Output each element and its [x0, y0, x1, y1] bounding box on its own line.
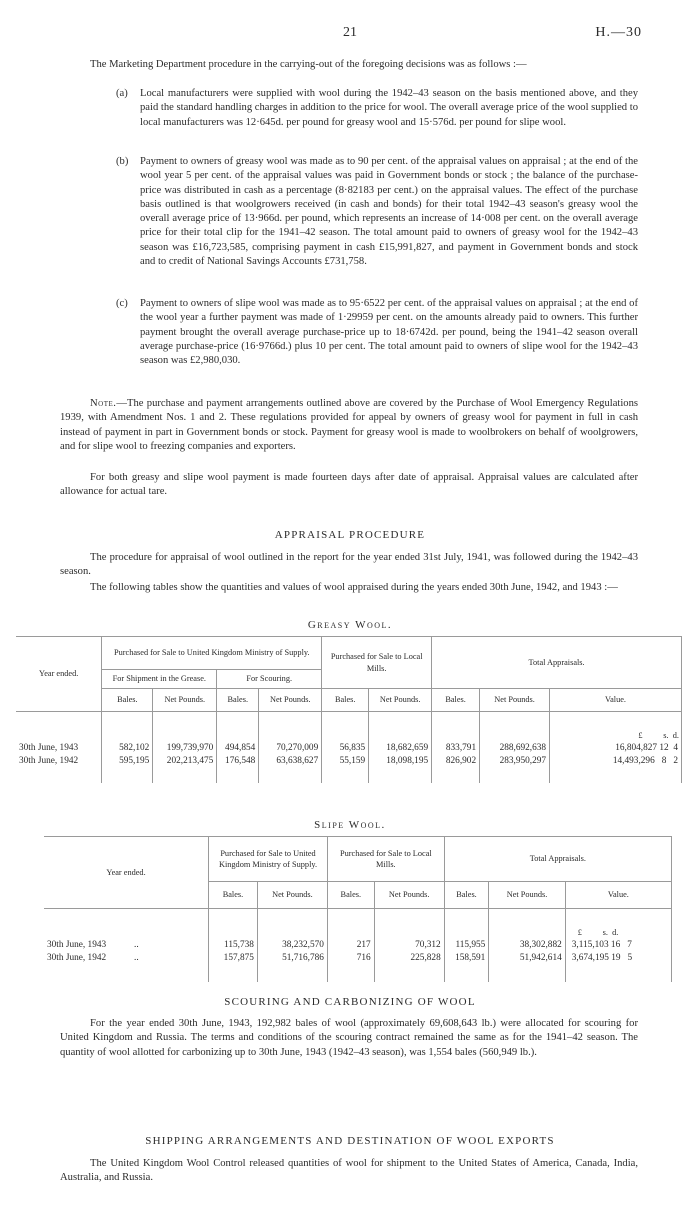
table-row [16, 755, 682, 784]
bales-header: Bales. [217, 689, 259, 712]
shipment-grease-header: For Shipment in the Grease. [102, 670, 217, 689]
shilling-sign: s. [602, 928, 608, 937]
value-shillings: 8 [661, 755, 667, 766]
cell: 826,902 [432, 755, 480, 784]
value-cell [565, 939, 671, 952]
leader-dots: .. [134, 952, 139, 963]
note-paragraph [60, 397, 638, 454]
bales-header: Bales. [444, 882, 489, 909]
list-item-label: (c) [116, 298, 128, 309]
list-item-label: (a) [116, 88, 128, 99]
cell: 199,739,970 [153, 742, 217, 755]
year-ended-header: Year ended. [44, 837, 209, 909]
net-pounds-header: Net Pounds. [153, 689, 217, 712]
total-appraisals-header: Total Appraisals. [444, 837, 671, 882]
cell: 51,942,614 [489, 952, 565, 983]
cell: 63,638,627 [259, 755, 322, 784]
net-pounds-header: Net Pounds. [374, 882, 444, 909]
leader-dots: .. [134, 940, 139, 951]
uk-ministry-header: Purchased for Sale to United Kingdom Ministry of Supply. [102, 637, 322, 670]
currency-row [44, 909, 672, 940]
scouring-header: For Scouring. [217, 670, 322, 689]
cell: 716 [327, 952, 374, 983]
cell: 18,682,659 [369, 742, 432, 755]
value-pence: 2 [673, 755, 678, 766]
uk-ministry-header: Purchased for Sale to United Kingdom Ministry of Supply. [209, 837, 328, 882]
value-pounds: 14,493,296 [612, 755, 655, 766]
bales-header: Bales. [327, 882, 374, 909]
year-cell [44, 939, 209, 952]
cell: 202,213,475 [153, 755, 217, 784]
cell: 158,591 [444, 952, 489, 983]
greasy-wool-table [16, 636, 682, 783]
page-number: 21 [343, 25, 357, 40]
net-pounds-header: Net Pounds. [480, 689, 550, 712]
cell: 115,955 [444, 939, 489, 952]
cell: 51,716,786 [257, 952, 327, 983]
cell: 225,828 [374, 952, 444, 983]
list-item-text: Local manufacturers were supplied with wool during the 1942–43 season on the basis mentioned above, and they paid the standard handling charges in addition to the price for wool. The overall average price of the wool supplied to local manufacturers was 12·645d. per pound for greasy wool and 15·576d. per pound for slipe wool. [140, 88, 638, 128]
pence-sign: d. [672, 731, 679, 740]
greasy-wool-title: Greasy Wool. [307, 619, 393, 631]
net-pounds-header: Net Pounds. [489, 882, 565, 909]
cell: 595,195 [102, 755, 153, 784]
appraisal-paragraph-2: The following tables show the quantities and values of wool appraised during the years ended 30th June, 1942, and 1943 :— [90, 582, 618, 593]
cell: 288,692,638 [480, 742, 550, 755]
value-pence: 7 [627, 940, 632, 951]
bales-header: Bales. [209, 882, 258, 909]
net-pounds-header: Net Pounds. [259, 689, 322, 712]
bales-header: Bales. [102, 689, 153, 712]
document-reference: H.—30 [595, 25, 642, 40]
shilling-sign: s. [663, 731, 669, 740]
currency-row [16, 712, 682, 743]
bales-header: Bales. [432, 689, 480, 712]
net-pounds-header: Net Pounds. [369, 689, 432, 712]
note-label: Note. [90, 398, 117, 409]
value-pence: 5 [627, 952, 633, 963]
year-ended-header: Year ended. [16, 637, 102, 712]
cell: 217 [327, 939, 374, 952]
cell: 70,270,009 [259, 742, 322, 755]
intro-paragraph: The Marketing Department procedure in the carrying-out of the foregoing decisions was as follows :— [90, 59, 527, 70]
cell: 582,102 [102, 742, 153, 755]
value-pounds: 3,115,103 [571, 940, 609, 951]
value-shillings: 12 [659, 743, 669, 754]
shipping-paragraph: The United Kingdom Wool Control released quantities of wool for shipment to the United States of America, Canada, India, Australia, and Russia. [60, 1158, 638, 1184]
value-cell [550, 755, 682, 784]
list-item-a [60, 87, 638, 130]
currency-units [550, 712, 682, 743]
list-item-b [60, 155, 638, 269]
pound-sign: £ [638, 731, 643, 740]
table-row [44, 952, 672, 983]
list-item-c [60, 297, 638, 368]
currency-units [565, 909, 671, 940]
appraisal-heading: APPRAISAL PROCEDURE [274, 529, 426, 541]
shipping-heading: SHIPPING ARRANGEMENTS AND DESTINATION OF WOOL EXPORTS [145, 1135, 555, 1147]
year-label: 30th June, 1943 [47, 940, 107, 951]
value-shillings: 16 [610, 940, 621, 951]
year-cell [44, 952, 209, 983]
list-item-text: Payment to owners of slipe wool was made as to 95·6522 per cent. of the appraisal values on appraisal ; at the end of the wool year a further payment was made of 1·29959 per cent. on the amounts already paid to owners. This further payment brought the overall average purchase-price up to 18·6742d. per pound, being the 1941–42 season overall average purchase-price (16·9766d.) plus 10 per cent. The total amount paid to owners of slipe wool for the 1942–43 season was £2,980,030. [140, 298, 638, 367]
pence-sign: d. [612, 928, 619, 937]
cell: 833,791 [432, 742, 480, 755]
value-header: Value. [565, 882, 671, 909]
value-cell [565, 952, 671, 983]
year-label: 30th June, 1942 [47, 952, 107, 963]
list-item-label: (b) [116, 156, 129, 167]
local-mills-header: Purchased for Sale to Local Mills. [322, 637, 432, 689]
value-cell [550, 742, 682, 755]
list-item-text: Payment to owners of greasy wool was made as to 90 per cent. of the appraisal values on appraisal ; at the end of the wool year 5 per cent. of the appraisal values was paid in Government bonds or stock ; the balance of the purchase-price was distributed in cash as a percentage (8·82183 per cent.) on the appraisal values. The effect of the purchase basis outlined is that woolgrowers received (in cash and bonds) for their total 1942–43 season's greasy wool the overall average price of 13·966d. per pound, which represents an increase of 14·008 per cent. on the overall average price for their total clip for the 1941–42 season. The total amount paid to owners of greasy wool for the 1942–43 season was £16,723,585, comprising payment in cash £15,991,827, and payment in Government bonds and stock and to credit of National Savings Accounts £731,758. [140, 156, 638, 268]
scouring-heading: SCOURING AND CARBONIZING OF WOOL [224, 996, 476, 1008]
table-row [16, 742, 682, 755]
cell: 283,950,297 [480, 755, 550, 784]
cell: 115,738 [209, 939, 258, 952]
value-pounds: 3,674,195 [571, 952, 609, 963]
cell: 56,835 [322, 742, 369, 755]
net-pounds-header: Net Pounds. [257, 882, 327, 909]
cell: 176,548 [217, 755, 259, 784]
value-shillings: 19 [611, 952, 621, 963]
bales-header: Bales. [322, 689, 369, 712]
cell: 157,875 [209, 952, 258, 983]
year-cell: 30th June, 1943 [16, 742, 102, 755]
appraisal-paragraph-1: The procedure for appraisal of wool outlined in the report for the year ended 31st July, 1941, was followed during the 1942–43 season. [60, 552, 638, 578]
scouring-paragraph: For the year ended 30th June, 1943, 192,982 bales of wool (approximately 69,608,643 lb.) were allocated for scouring for United Kingdom and Russia. The terms and conditions of the scouring contract remained the same as for the 1941–42 season. The quantity of wool allotted for carbonizing up to 30th June, 1943 (1942–43 season), was 1,554 bales (560,949 lb.). [60, 1018, 638, 1058]
cell: 38,302,882 [489, 939, 565, 952]
year-cell: 30th June, 1942 [16, 755, 102, 784]
cell: 494,854 [217, 742, 259, 755]
note-text: —The purchase and payment arrangements outlined above are covered by the Purchase of Wool Emergency Regulations 1939, with Amendment Nos. 1 and 2. These regulations provided for appeal by owners of greasy wool for payment in full in cash instead of payment in part in Government bonds or stock. Payment for greasy wool is made to woolbrokers on behalf of woolgrowers, and for slipe wool to freezing companies and exporters. [60, 398, 638, 452]
slipe-wool-table [44, 836, 672, 982]
value-pence: 4 [673, 743, 678, 754]
table-row [44, 939, 672, 952]
payment-timing-paragraph: For both greasy and slipe wool payment is made fourteen days after date of appraisal. Appraisal values are calculated after allowance for actual tare. [60, 472, 638, 498]
total-appraisals-header: Total Appraisals. [432, 637, 682, 689]
local-mills-header: Purchased for Sale to Local Mills. [327, 837, 444, 882]
cell: 55,159 [322, 755, 369, 784]
slipe-wool-title: Slipe Wool. [314, 819, 386, 831]
pound-sign: £ [577, 928, 582, 937]
value-pounds: 16,804,827 [615, 743, 658, 754]
cell: 18,098,195 [369, 755, 432, 784]
cell: 38,232,570 [257, 939, 327, 952]
value-header: Value. [550, 689, 682, 712]
cell: 70,312 [374, 939, 444, 952]
